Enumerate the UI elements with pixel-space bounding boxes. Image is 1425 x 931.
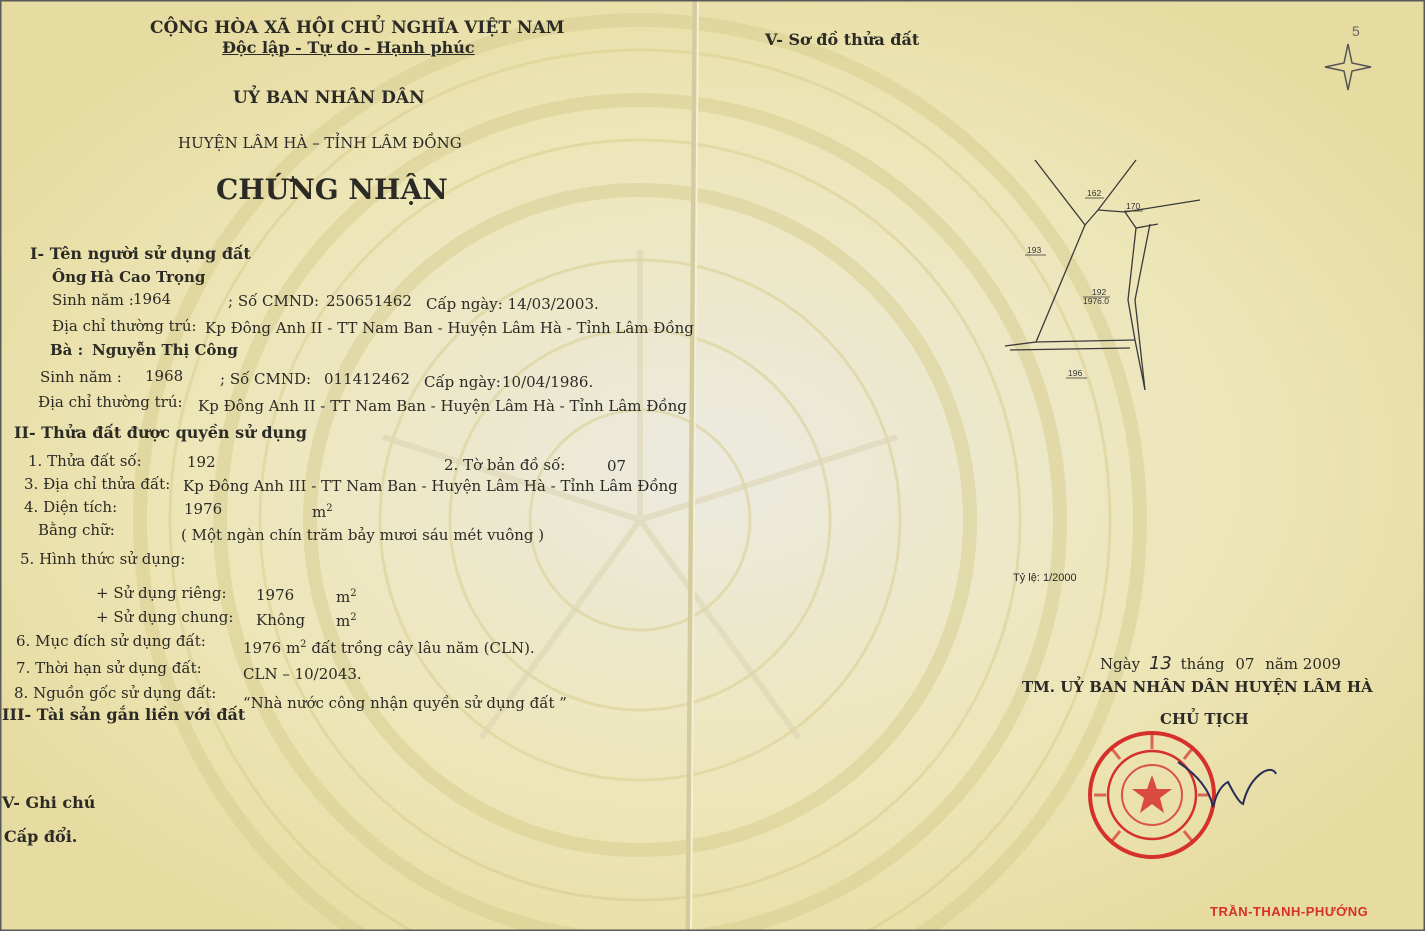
authority: UỶ BAN NHÂN DÂN <box>233 88 425 108</box>
person2-id-label: ; Số CMND: <box>220 370 312 388</box>
person2-issued-date: 10/04/1986. <box>502 373 594 391</box>
notes-heading: V- Ghi chú <box>2 793 96 812</box>
area-words: ( Một ngàn chín trăm bảy mươi sáu mét vuông ) <box>181 526 545 544</box>
area-unit: $m^2$ <box>312 503 333 521</box>
person1-issued: Cấp ngày: 14/03/2003. <box>426 295 599 313</box>
section3-heading: III- Tài sản gắn liền với đất <box>2 705 246 724</box>
nation-heading: CỘNG HÒA XÃ HỘI CHỦ NGHĨA VIỆT NAM <box>150 18 565 38</box>
private-use-label: + Sử dụng riêng: <box>96 584 227 602</box>
section1-heading: I- Tên người sử dụng đất <box>30 244 251 263</box>
area-label: 4. Diện tích: <box>24 498 118 516</box>
map-scale: Tỷ lệ: 1/2000 <box>1013 572 1077 584</box>
origin-label: 8. Nguồn gốc sử dụng đất: <box>14 684 217 702</box>
notes-text: Cấp đổi. <box>4 827 78 846</box>
person2-address: Kp Đông Anh II - TT Nam Ban - Huyện Lâm Hà - Tỉnh Lâm Đồng <box>198 397 687 415</box>
common-use-unit: $m^2$ <box>336 612 357 630</box>
private-use-value: 1976 <box>256 586 295 604</box>
person1-name: Hà Cao Trọng <box>90 268 206 286</box>
map-label-170: 170 <box>1126 201 1141 211</box>
parcel-number: 192 <box>187 453 216 471</box>
sign-role: CHỦ TỊCH <box>1160 710 1249 728</box>
section2-heading: II- Thửa đất được quyền sử dụng <box>14 423 307 442</box>
signer-name-stamp: TRẦN-THANH-PHƯỚNG <box>1210 904 1369 919</box>
district: HUYỆN LÂM HÀ – TỈNH LÂM ĐỒNG <box>178 134 462 152</box>
map-sheet-label: 2. Tờ bản đồ số: <box>444 456 566 474</box>
person1-label: Ông : <box>52 268 98 286</box>
location-label: 3. Địa chỉ thửa đất: <box>24 475 171 493</box>
person1-address: Kp Đông Anh II - TT Nam Ban - Huyện Lâm Hà - Tỉnh Lâm Đồng <box>205 319 694 337</box>
sign-date: Ngày 13 tháng 07 năm 2009 <box>1100 653 1341 674</box>
private-use-unit: $m^2$ <box>336 588 357 606</box>
usage-form-label: 5. Hình thức sử dụng: <box>20 550 186 568</box>
person2-issued-label: Cấp ngày: <box>424 373 501 391</box>
parcel-location: Kp Đông Anh III - TT Nam Ban - Huyện Lâm Hà - Tỉnh Lâm Đồng <box>183 477 678 495</box>
area-value: 1976 <box>184 500 223 518</box>
person2-label: Bà : <box>50 341 84 359</box>
person1-addr-label: Địa chỉ thường trú: <box>52 317 197 335</box>
parcel-map <box>985 150 1210 390</box>
person1-birth-label: Sinh năm : <box>52 291 134 309</box>
sign-year: 2009 <box>1302 655 1341 673</box>
diagram-heading: V- Sơ đồ thửa đất <box>765 30 920 49</box>
sign-day: 13 <box>1148 653 1172 674</box>
handwritten-signature <box>1168 752 1278 822</box>
term-label: 7. Thời hạn sử dụng đất: <box>16 659 202 677</box>
purpose-value: 1976 $m^2$ đất trồng cây lâu năm (CLN). <box>243 639 535 657</box>
map-label-area: 1976.0 <box>1083 296 1109 306</box>
parcel-label: 1. Thửa đất số: <box>28 452 142 470</box>
common-use-label: + Sử dụng chung: <box>96 608 234 626</box>
person1-id-label: ; Số CMND: <box>228 292 320 310</box>
page-number: 5 <box>1352 23 1360 39</box>
purpose-label: 6. Mục đích sử dụng đất: <box>16 632 206 650</box>
person2-name: Nguyễn Thị Công <box>92 341 238 359</box>
map-label-162: 162 <box>1087 188 1102 198</box>
sign-month: 07 <box>1235 655 1255 673</box>
map-label-192: 192 <box>1092 287 1107 297</box>
map-label-193: 193 <box>1027 245 1042 255</box>
person2-addr-label: Địa chỉ thường trú: <box>38 393 183 411</box>
person2-birth-label: Sinh năm : <box>40 368 122 386</box>
compass-star-icon <box>1323 42 1373 92</box>
motto: Độc lập - Tự do - Hạnh phúc <box>222 38 475 57</box>
person2-birth-year: 1968 <box>145 367 184 385</box>
common-use-value: Không <box>256 611 306 629</box>
person1-birth-year: 1964 <box>133 290 172 308</box>
origin-value: “Nhà nước công nhận quyền sử dụng đất ” <box>243 694 567 712</box>
sign-office: TM. UỶ BAN NHÂN DÂN HUYỆN LÂM HÀ <box>1022 678 1373 696</box>
document-title: CHỨNG NHẬN <box>216 173 448 206</box>
map-sheet-number: 07 <box>607 457 627 475</box>
person1-id-number: 250651462 <box>326 292 412 310</box>
area-words-label: Bằng chữ: <box>38 521 115 539</box>
person2-id-number: 011412462 <box>324 370 410 388</box>
map-label-196: 196 <box>1068 368 1083 378</box>
term-value: CLN – 10/2043. <box>243 665 362 683</box>
